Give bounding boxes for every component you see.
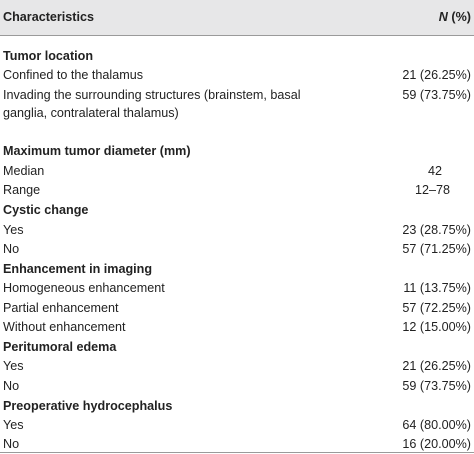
section-label: Tumor location bbox=[3, 49, 94, 63]
header-n: N bbox=[438, 10, 448, 24]
header-percent: (%) bbox=[447, 10, 471, 24]
row-label: Invading the surrounding structures (brainstem, basal ganglia, contralateral thalamus) bbox=[3, 88, 301, 120]
row-label: Yes bbox=[3, 223, 24, 237]
section-label: Peritumoral edema bbox=[3, 340, 117, 354]
row-label: Homogeneous enhancement bbox=[3, 281, 165, 295]
table-header bbox=[0, 0, 474, 36]
header-characteristics: Characteristics bbox=[3, 10, 95, 24]
row-label: No bbox=[3, 437, 20, 451]
row-label: Range bbox=[3, 183, 41, 197]
row-value: 42 bbox=[427, 164, 442, 178]
row-value: 23 (28.75%) bbox=[402, 223, 471, 237]
section-label: Enhancement in imaging bbox=[3, 262, 153, 276]
row-label: Partial enhancement bbox=[3, 301, 119, 315]
row-label: Yes bbox=[3, 359, 24, 373]
row-label: No bbox=[3, 379, 20, 393]
row-label: Yes bbox=[3, 418, 24, 432]
row-value: 57 (71.25%) bbox=[402, 242, 471, 256]
section-label: Maximum tumor diameter (mm) bbox=[3, 144, 191, 158]
row-value: 21 (26.25%) bbox=[402, 359, 471, 373]
row-value: 12 (15.00%) bbox=[402, 320, 471, 334]
row-value: 59 (73.75%) bbox=[402, 379, 471, 393]
row-value: 59 (73.75%) bbox=[402, 88, 471, 102]
row-value: 11 (13.75%) bbox=[403, 281, 471, 295]
section-label: Preoperative hydrocephalus bbox=[3, 399, 173, 413]
header-n-percent bbox=[439, 8, 471, 26]
row-label: Median bbox=[3, 164, 45, 178]
row-value: 57 (72.25%) bbox=[402, 301, 471, 315]
row-label: No bbox=[3, 242, 20, 256]
row-value: 16 (20.00%) bbox=[402, 437, 471, 451]
table-bottom-rule bbox=[0, 452, 474, 453]
row-label: Without enhancement bbox=[3, 320, 126, 334]
row-value: 21 (26.25%) bbox=[402, 68, 471, 82]
row-label: Confined to the thalamus bbox=[3, 68, 144, 82]
row-value: 12–78 bbox=[414, 183, 450, 197]
section-label: Cystic change bbox=[3, 203, 89, 217]
row-value: 64 (80.00%) bbox=[402, 418, 471, 432]
